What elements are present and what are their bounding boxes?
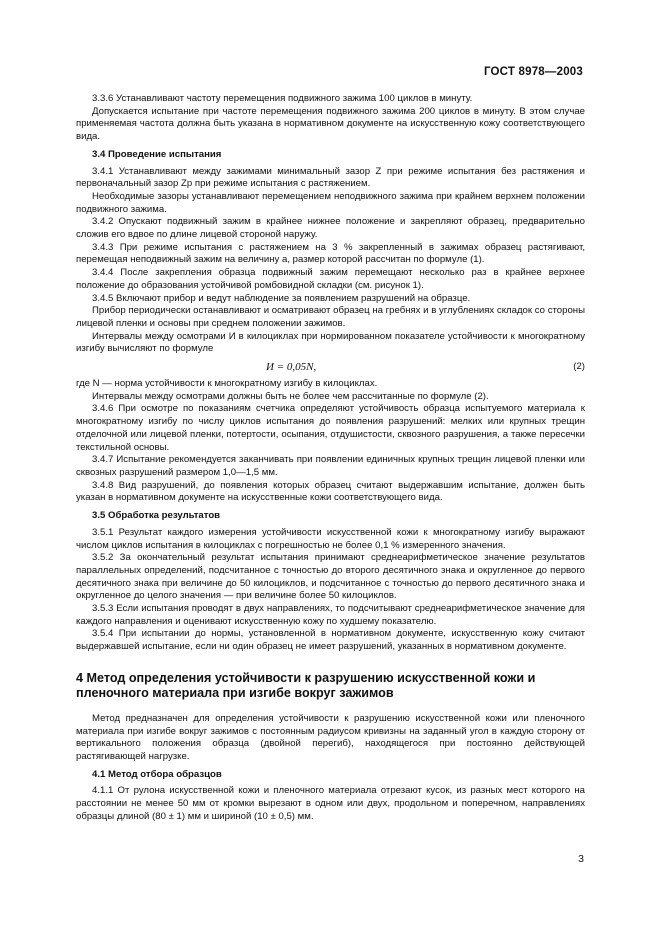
document-body [76, 93, 585, 823]
paragraph-3-5-3: 3.5.3 Если испытания проводят в двух направлениях, то подсчитывают среднеарифметическое значение для каждого направления и оценивают искусственную кожу по худшему показателю. [76, 603, 585, 627]
paragraph-3-3-6-note: Допускается испытание при частоте перемещения подвижного зажима 200 циклов в минуту. В этом случае применяемая частота должна быть указана в нормативном документе на искусственную кожу соответствующего вида. [76, 105, 585, 143]
paragraph-3-4-1: 3.4.1 Устанавливают между зажимами минимальный зазор Z при режиме испытания без растяжения и первоначальный зазор Zр при режиме испытания с растяжением. [76, 165, 585, 190]
section-heading-4-1: 4.1 Метод отбора образцов [92, 768, 222, 780]
paragraph-intervals-limit: Интервалы между осмотрами должны быть не более чем рассчитанные по формуле (2). [92, 390, 489, 402]
paragraph-3-3-6: 3.3.6 Устанавливают частоту перемещения подвижного зажима 100 циклов в минуту. [92, 93, 473, 104]
paragraph-3-4-8: 3.4.8 Вид разрушений, до появления которых образец считают выдержавшим испытание, должен быть указан в нормативном документе на искусственные кожи соответствующего вида. [76, 479, 585, 504]
section-heading-3-5: 3.5 Обработка результатов [92, 510, 221, 522]
formula-expression: И = 0,05N, [266, 361, 317, 374]
paragraph-3-4-5-intervals: Интервалы между осмотрами И в килоциклах при нормированном показателе устойчивости к многократному изгибу вычисляют по формуле [76, 330, 585, 355]
paragraph-3-4-7: 3.4.7 Испытание рекомендуется заканчивать при появлении единичных крупных трещин лицевой пленки или сквозных разрушений размером 1,0—1,5 мм. [76, 454, 585, 478]
section-heading-3-4: 3.4 Проведение испытания [92, 148, 222, 160]
paragraph-3-4-3: 3.4.3 При режиме испытания с растяжением на 3 % закрепленный в зажимах образец растягивают, перемещая неподвижный зажим на величину a, размер которой рассчитан по формуле (1). [76, 241, 585, 266]
formula-number: (2) [573, 361, 585, 373]
paragraph-3-4-5: 3.4.5 Включают прибор и ведут наблюдение за появлением разрушений на образце. [92, 292, 471, 304]
paragraph-3-4-6: 3.4.6 При осмотре по показаниям счетчика определяют устойчивость образца испытуемого материала к многократному изгибу по числу циклов испытания до появления разрушений: мелких или крупных трещин отделочной или лицевой пленки, потертости, осыпания, отдушистости, сквозного разрушения, а также пересечки текстильной основы. [76, 403, 585, 453]
paragraph-3-5-1: 3.5.1 Результат каждого измерения устойчивости искусственной кожи к многократному изгибу выражают числом циклов испытания в килоциклах с погрешностью не более 0,1 % измеренного значения. [76, 526, 585, 551]
standard-header: ГОСТ 8978—2003 [483, 66, 583, 78]
formula-where: где N — норма устойчивости к многократному изгибу в килоциклах. [76, 378, 378, 390]
page-number: 3 [578, 853, 584, 865]
paragraph-4-1-1: 4.1.1 От рулона искусственной кожи и пленочного материала отрезают кусок, из разных мест которого на расстоянии не менее 50 мм от кромки вырезают в одном или двух, продольном и поперечном, направлениях образцы длиной (80 ± 1) мм и шириной (10 ± 0,5) мм. [76, 785, 585, 822]
paragraph-3-5-4: 3.5.4 При испытании до нормы, установленной в нормативном документе, искусственную кожу считают выдержавшей испытание, если ни один образец не имеет разрушений, указанных в нормативном документе. [76, 628, 585, 653]
paragraph-3-4-2: 3.4.2 Опускают подвижный зажим в крайнее нижнее положение и закрепляют образец, предварительно сложив его вдвое по длине лицевой стороной наружу. [76, 216, 585, 241]
paragraph-3-5-2: 3.5.2 За окончательный результат испытания принимают среднеарифметическое значение результатов параллельных определений, подсчитанное с точностью до второго десятичного знака и округленное до первого десятичного знака при величине до 50 килоциклов, и подсчитанное с точностью до первого десятичного знака и округленное до целого значения — при величине более 50 килоциклов. [76, 552, 585, 602]
paragraph-3-4-5-inspection: Прибор периодически останавливают и осматривают образец на гребнях и в углублениях складок со стороны лицевой пленки и основы при среднем положении зажимов. [76, 305, 585, 329]
paragraph-3-4-4: 3.4.4 После закрепления образца подвижный зажим перемещают несколько раз в крайнее верхнее положение до образования устойчивой ромбовидной складки (см. рисунок 1). [76, 267, 585, 291]
paragraph-3-4-1-note: Необходимые зазоры устанавливают перемещением неподвижного зажима при крайнем верхнем положении подвижного зажима. [76, 190, 585, 215]
paragraph-4-intro: Метод предназначен для определения устойчивости к разрушению искусственной кожи или пленочного материала при изгибе вокруг зажимов с постоянным радиусом кривизны на заданный угол в каждую сторону от вертикального положения образца (двойной перегиб), находящегося при постоянно действующей растягивающей нагрузке. [76, 712, 585, 762]
section-heading-4: 4 Метод определения устойчивости к разрушению искусственной кожи и пленочного материала при изгибе вокруг зажимов [76, 670, 536, 701]
formula-2 [76, 357, 585, 377]
